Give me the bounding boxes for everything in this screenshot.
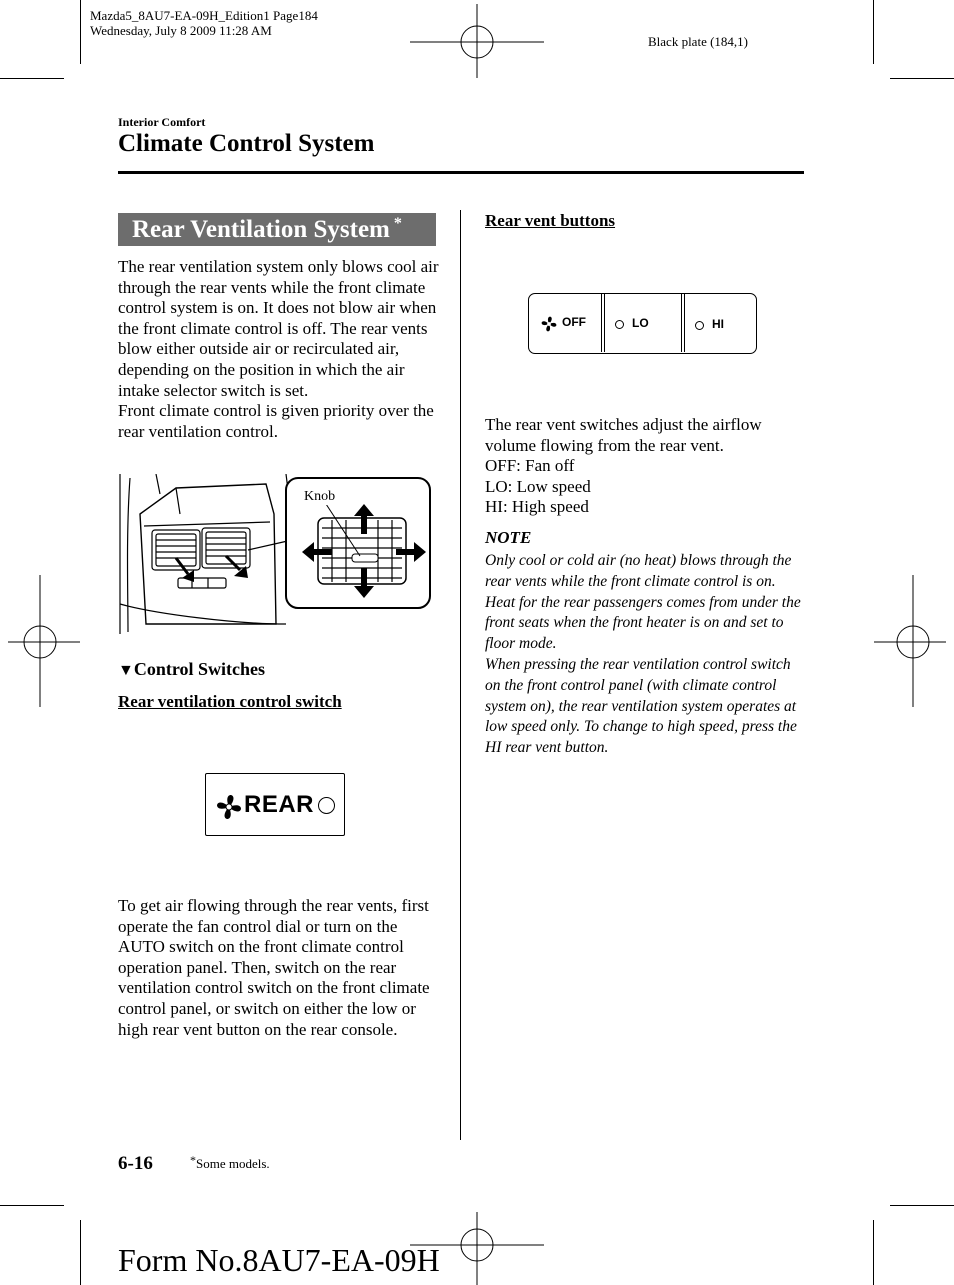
page-number: 6-16	[118, 1153, 153, 1174]
section-label: Interior Comfort	[118, 115, 206, 129]
lo-button[interactable]	[607, 296, 679, 350]
column-divider	[460, 210, 461, 1140]
rear-vent-description	[485, 415, 805, 518]
description-line: HI: High speed	[485, 497, 589, 517]
note-text	[485, 551, 803, 759]
off-button[interactable]	[531, 296, 601, 350]
hi-button-label: HI	[712, 317, 724, 331]
print-header-line2: Wednesday, July 8 2009 11:28 AM	[90, 23, 272, 38]
page-title: Climate Control System	[118, 130, 375, 157]
lo-button-label: LO	[632, 316, 649, 330]
hi-indicator-icon	[695, 321, 704, 330]
rear-vent-buttons-panel	[528, 293, 757, 354]
button-divider	[601, 294, 605, 352]
rear-ventilation-switch[interactable]	[205, 773, 345, 836]
note-title: NOTE	[485, 528, 532, 547]
button-divider	[681, 294, 685, 352]
rear-ventilation-banner	[118, 213, 436, 246]
rear-console-figure	[116, 474, 434, 636]
triangle-marker-icon: ▼	[118, 662, 134, 679]
footnote-text: Some models.	[196, 1156, 270, 1171]
hi-button[interactable]	[687, 296, 753, 350]
note-paragraph-2: When pressing the rear ventilation control switch on the front control panel (with climate control system on), the rear ventilation system operates at low speed only. To change to high speed, press the HI rear vent button.	[485, 655, 797, 757]
fan-icon	[216, 794, 242, 820]
control-switches-label: Control Switches	[133, 659, 266, 679]
print-header-line1: Mazda5_8AU7-EA-09H_Edition1 Page184	[90, 8, 318, 23]
description-line: The rear vent switches adjust the airflow	[485, 415, 762, 434]
knob-label: Knob	[304, 489, 336, 504]
footnote	[190, 1153, 270, 1172]
indicator-light-icon	[318, 797, 335, 814]
description-line: volume flowing from the rear vent.	[485, 435, 724, 455]
intro-paragraph-2: Front climate control is given priority over the rear ventilation control.	[118, 401, 434, 441]
registration-mark-right	[874, 575, 954, 707]
banner-marker: *	[393, 214, 402, 232]
rear-switch-label: REAR	[244, 791, 315, 818]
form-number: Form No.8AU7-EA-09H	[118, 1242, 440, 1278]
print-header	[90, 8, 318, 38]
description-line: LO: Low speed	[485, 476, 591, 496]
control-switches-heading	[118, 659, 265, 680]
registration-mark-top	[410, 4, 544, 78]
registration-mark-left	[0, 575, 80, 707]
intro-text	[118, 257, 440, 442]
off-button-label: OFF	[562, 315, 586, 329]
footnote-marker: *	[190, 1153, 196, 1167]
black-plate-label: Black plate (184,1)	[648, 34, 748, 49]
description-line: OFF: Fan off	[485, 456, 575, 476]
rear-vent-buttons-heading: Rear vent buttons	[485, 211, 616, 230]
lo-indicator-icon	[615, 320, 624, 329]
banner-title: Rear Ventilation System	[132, 215, 390, 243]
note-paragraph-1: Only cool or cold air (no heat) blows through the rear vents while the front climate control is on. Heat for the rear passengers comes from under the front seats when the front heater is on and set to floor mode.	[485, 552, 801, 653]
intro-paragraph-1: The rear ventilation system only blows cool air through the rear vents while the front climate control system is on. It does not blow air when the front climate control is off. The rear vents blow either outside air or recirculated air, depending on the position in which the air intake selector switch is set.	[118, 257, 439, 400]
fan-icon	[541, 316, 557, 332]
title-rule	[118, 171, 804, 174]
rear-switch-heading: Rear ventilation control switch	[118, 692, 342, 711]
instructions-text: To get air flowing through the rear vents, first operate the fan control dial or turn on the AUTO switch on the front climate control operation panel. Then, switch on the rear ventilation control switch on the front climate control panel, or switch on either the low or high rear vent button on the rear console.	[118, 896, 430, 1039]
